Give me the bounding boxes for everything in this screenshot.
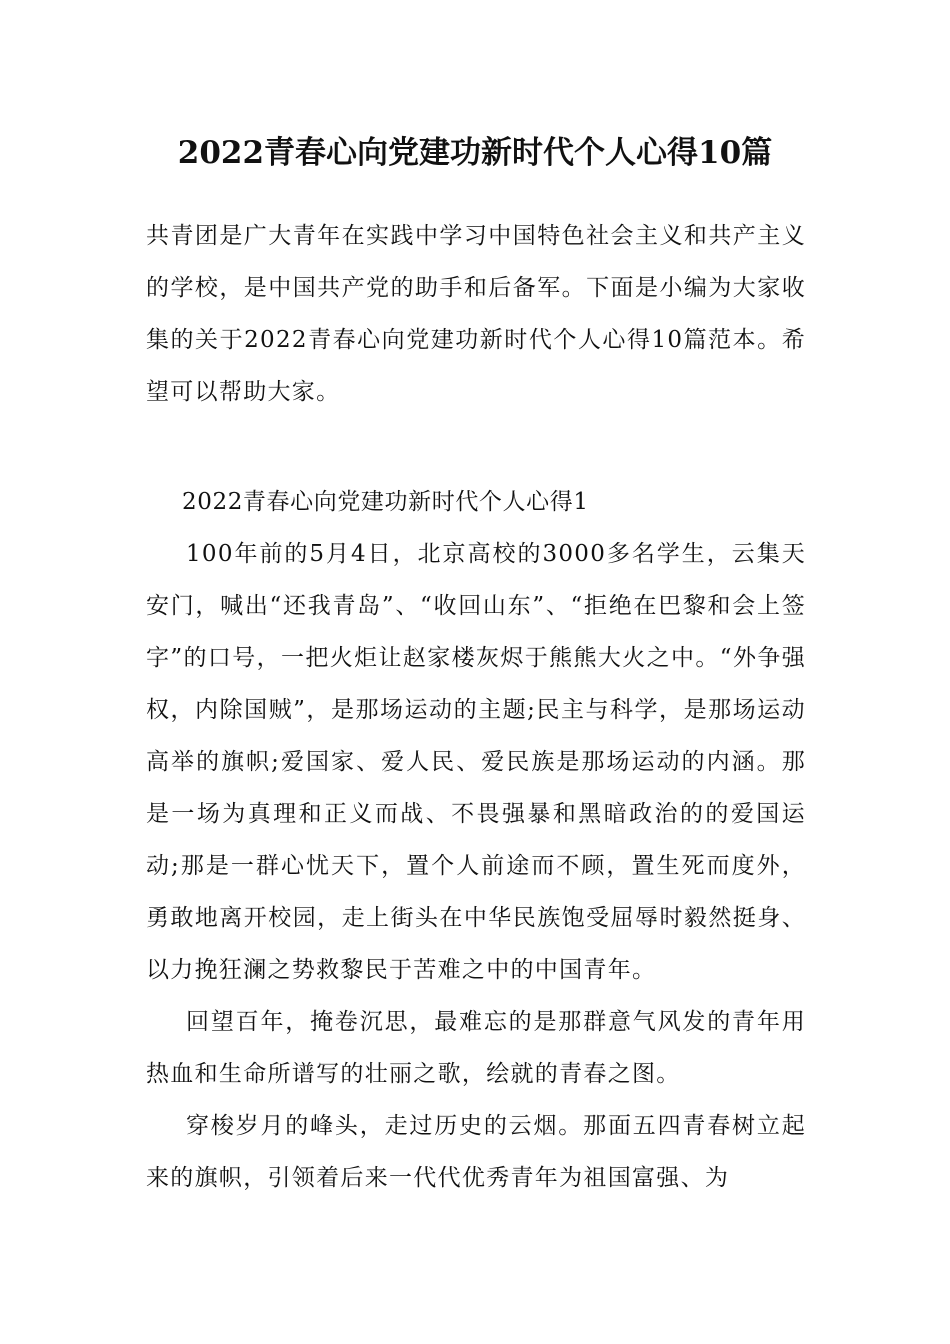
intro-paragraph: 共青团是广大青年在实践中学习中国特色社会主义和共产主义的学校，是中国共产党的助手和后备军。下面是小编为大家收集的关于2022青春心向党建功新时代个人心得10篇范本。希望可以帮助大家。 xyxy=(146,223,806,405)
document-title: 2022青春心向党建功新时代个人心得10篇 xyxy=(177,135,773,171)
section-title: 2022青春心向党建功新时代个人心得1 xyxy=(182,489,589,515)
article-section xyxy=(146,476,806,1204)
body-paragraph-2: 回望百年，掩卷沉思，最难忘的是那群意气风发的青年用热血和生命所谱写的壮丽之歌，绘就的青春之图。 xyxy=(146,1009,806,1087)
body-paragraph-1: 100年前的5月4日，北京高校的3000多名学生，云集天安门，喊出“还我青岛”、“收回山东”、“拒绝在巴黎和会上签字”的口号，一把火炬让赵家楼灰烬于熊熊大火之中。“外争强权，内除国贼”，是那场运动的主题;民主与科学，是那场运动高举的旗帜;爱国家、爱人民、爱民族是那场运动的内涵。那是一场为真理和正义而战、不畏强暴和黑暗政治的的爱国运动;那是一群心忧天下，置个人前途而不顾，置生死而度外，勇敢地离开校园，走上街头在中华民族饱受屈辱时毅然挺身、以力挽狂澜之势救黎民于苦难之中的中国青年。 xyxy=(146,541,806,983)
intro-section xyxy=(146,210,806,418)
body-paragraph-3: 穿梭岁月的峰头，走过历史的云烟。那面五四青春树立起来的旗帜，引领着后来一代代优秀青年为祖国富强、为 xyxy=(146,1113,806,1191)
